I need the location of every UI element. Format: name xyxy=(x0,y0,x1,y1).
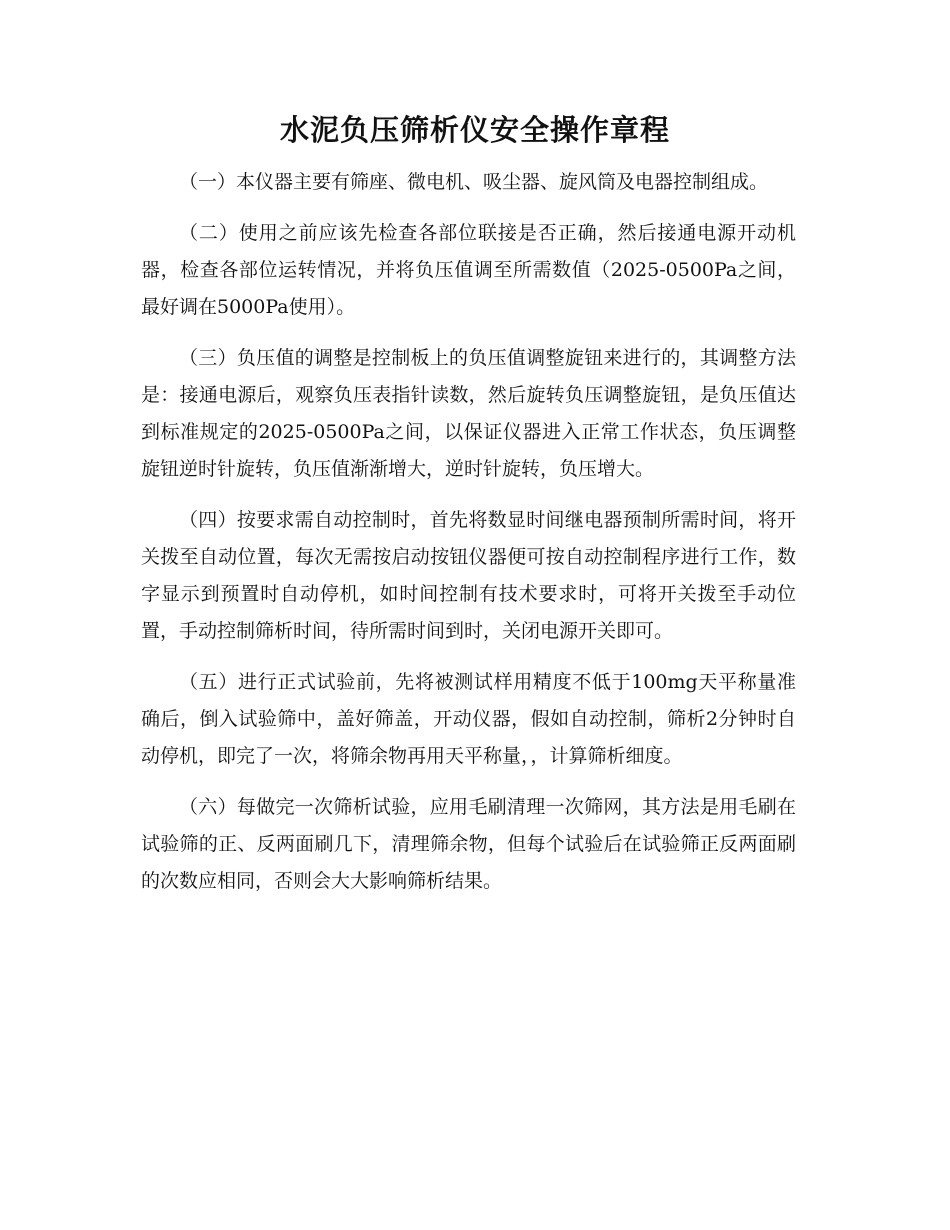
paragraph-1: （一）本仪器主要有筛座、微电机、吸尘器、旋风筒及电器控制组成。 xyxy=(179,171,769,193)
paragraph-4: （四）按要求需自动控制时，首先将数显时间继电器预制所需时间，将开关拨至自动位置，每次无需按启动按钮仪器便可按自动控制程序进行工作，数字显示到预置时自动停机，如时间控制有技术要求时，可将开关拨至手动位置，手动控制筛析时间，待所需时间到时，关闭电源开关即可。 xyxy=(141,509,796,642)
document-title: 水泥负压筛析仪安全操作章程 xyxy=(279,113,670,147)
paragraph-2: （二）使用之前应该先检查各部位联接是否正确，然后接通电源开动机器，检查各部位运转情况，并将负压值调至所需数值（2025-0500Pa之间，最好调在5000Pa使用）。 xyxy=(141,222,796,318)
paragraph-3: （三）负压值的调整是控制板上的负压值调整旋钮来进行的，其调整方法是：接通电源后，观察负压表指针读数，然后旋转负压调整旋钮，是负压值达到标准规定的2025-0500Pa之间，以保证仪器进入正常工作状态，负压调整旋钮逆时针旋转，负压值渐渐增大，逆时针旋转，负压增大。 xyxy=(141,347,796,480)
paragraph-6: （六）每做完一次筛析试验，应用毛刷清理一次筛网，其方法是用毛刷在试验筛的正、反两面刷几下，清理筛余物，但每个试验后在试验筛正反两面刷的次数应相同，否则会大大影响筛析结果。 xyxy=(141,796,796,892)
document-body xyxy=(141,164,796,914)
paragraph-5: （五）进行正式试验前，先将被测试样用精度不低于100mg天平称量准确后，倒入试验筛中，盖好筛盖，开动仪器，假如自动控制，筛析2分钟时自动停机，即完了一次，将筛余物再用天平称量，，计算筛析细度。 xyxy=(141,671,796,767)
